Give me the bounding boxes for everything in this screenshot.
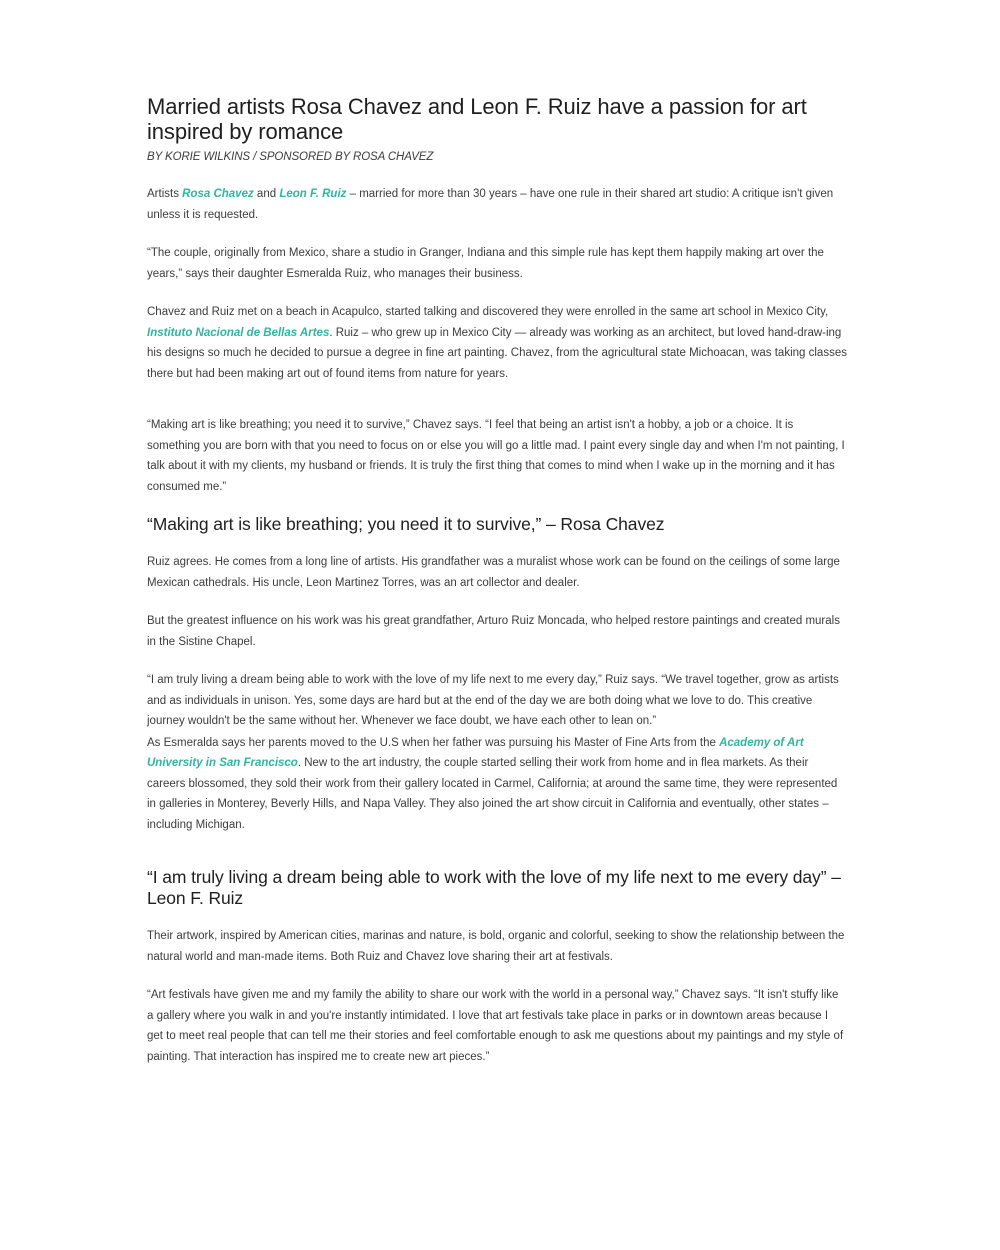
text: Chavez and Ruiz met on a beach in Acapulco, started talking and discovered they were enrolled in the same art school in Mexico City, [147,306,829,318]
byline: BY KORIE WILKINS / SPONSORED BY ROSA CHAVEZ [147,151,434,163]
pull-quote: “I am truly living a dream being able to work with the love of my life next to me every day” – Leon F. Ruiz [147,867,841,908]
link-rosa-chavez[interactable]: Rosa Chavez [182,188,254,200]
paragraph [147,733,847,836]
text: . New to the art industry, the couple started selling their work from home and in flea markets. As their careers blossomed, they sold their work from their gallery located in Carmel, California; at around the same time, they were represented in galleries in Monterey, Beverly Hills, and Napa Valley. They also joined the art show circuit in California and eventually, other states – including Michigan. [147,757,838,831]
article-title: Married artists Rosa Chavez and Leon F. Ruiz have a passion for art inspired by romance [147,94,807,144]
text: As Esmeralda says her parents moved to the U.S when her father was pursuing his Master of Fine Arts from the [147,736,720,749]
paragraph [147,302,847,384]
link-academy-of-art[interactable]: Academy of Art University in San Francisco [147,736,804,769]
link-instituto-bellas-artes[interactable]: Instituto Nacional de Bellas Artes [147,326,330,339]
paragraph: Their artwork, inspired by American cities, marinas and nature, is bold, organic and colorful, seeking to show the relationship between the natural world and man-made items. Both Ruiz and Chavez love sharing their art at festivals. [147,930,845,963]
text: and [253,188,280,200]
text: . Ruiz – who grew up in Mexico City — already was working as an architect, but loved hand-draw-ing his designs so much he decided to pursue a degree in fine art painting. Chavez, from the agricultural state Michoacan, was taking classes there but had been making art out of found items from nature for years. [147,326,847,380]
article [147,94,847,1067]
paragraph: Ruiz agrees. He comes from a long line of artists. His grandfather was a muralist whose work can be found on the ceilings of some large Mexican cathedrals. His uncle, Leon Martinez Torres, was an art collector and dealer. [147,556,840,589]
text: – married for more than 30 years – have one rule in their shared art studio: A critique isn't given unless it is requested. [147,188,834,221]
pull-quote: “Making art is like breathing; you need it to survive,” – Rosa Chavez [147,514,665,534]
text: Artists [147,188,183,200]
paragraph: “I am truly living a dream being able to work with the love of my life next to me every day,” Ruiz says. “We travel together, grow as artists and as individuals in unison. Yes, some days are hard but at the end of the day we are both doing what we love to do. This creative journey wouldn't be the same without her. Whenever we face doubt, we have each other to lean on.” [147,674,839,727]
paragraph-intro [147,184,847,225]
paragraph: “Art festivals have given me and my family the ability to share our work with the world in a personal way,” Chavez says. “It isn't stuffy like a gallery where you walk in and you're instantly intimidated. I love that art festivals take place in parks or in downtown areas because I get to meet real people that can tell me their stories and feel comfortable enough to ask me questions about my paintings and my style of painting. That interaction has inspired me to create new art pieces.” [147,989,844,1063]
paragraph: But the greatest influence on his work was his great grandfather, Arturo Ruiz Moncada, who helped restore paintings and created murals in the Sistine Chapel. [147,615,840,648]
paragraph: “Making art is like breathing; you need it to survive,” Chavez says. “I feel that being an artist isn't a hobby, a job or a choice. It is something you are born with that you need to focus on or else you will go a little mad. I paint every single day and when I'm not painting, I talk about it with my clients, my husband or friends. It is truly the first thing that comes to mind when I wake up in the morning and it has consumed me.” [147,419,845,493]
paragraph: “The couple, originally from Mexico, share a studio in Granger, Indiana and this simple rule has kept them happily making art over the years,” says their daughter Esmeralda Ruiz, who manages their business. [147,247,824,280]
link-leon-f-ruiz[interactable]: Leon F. Ruiz [279,188,347,200]
